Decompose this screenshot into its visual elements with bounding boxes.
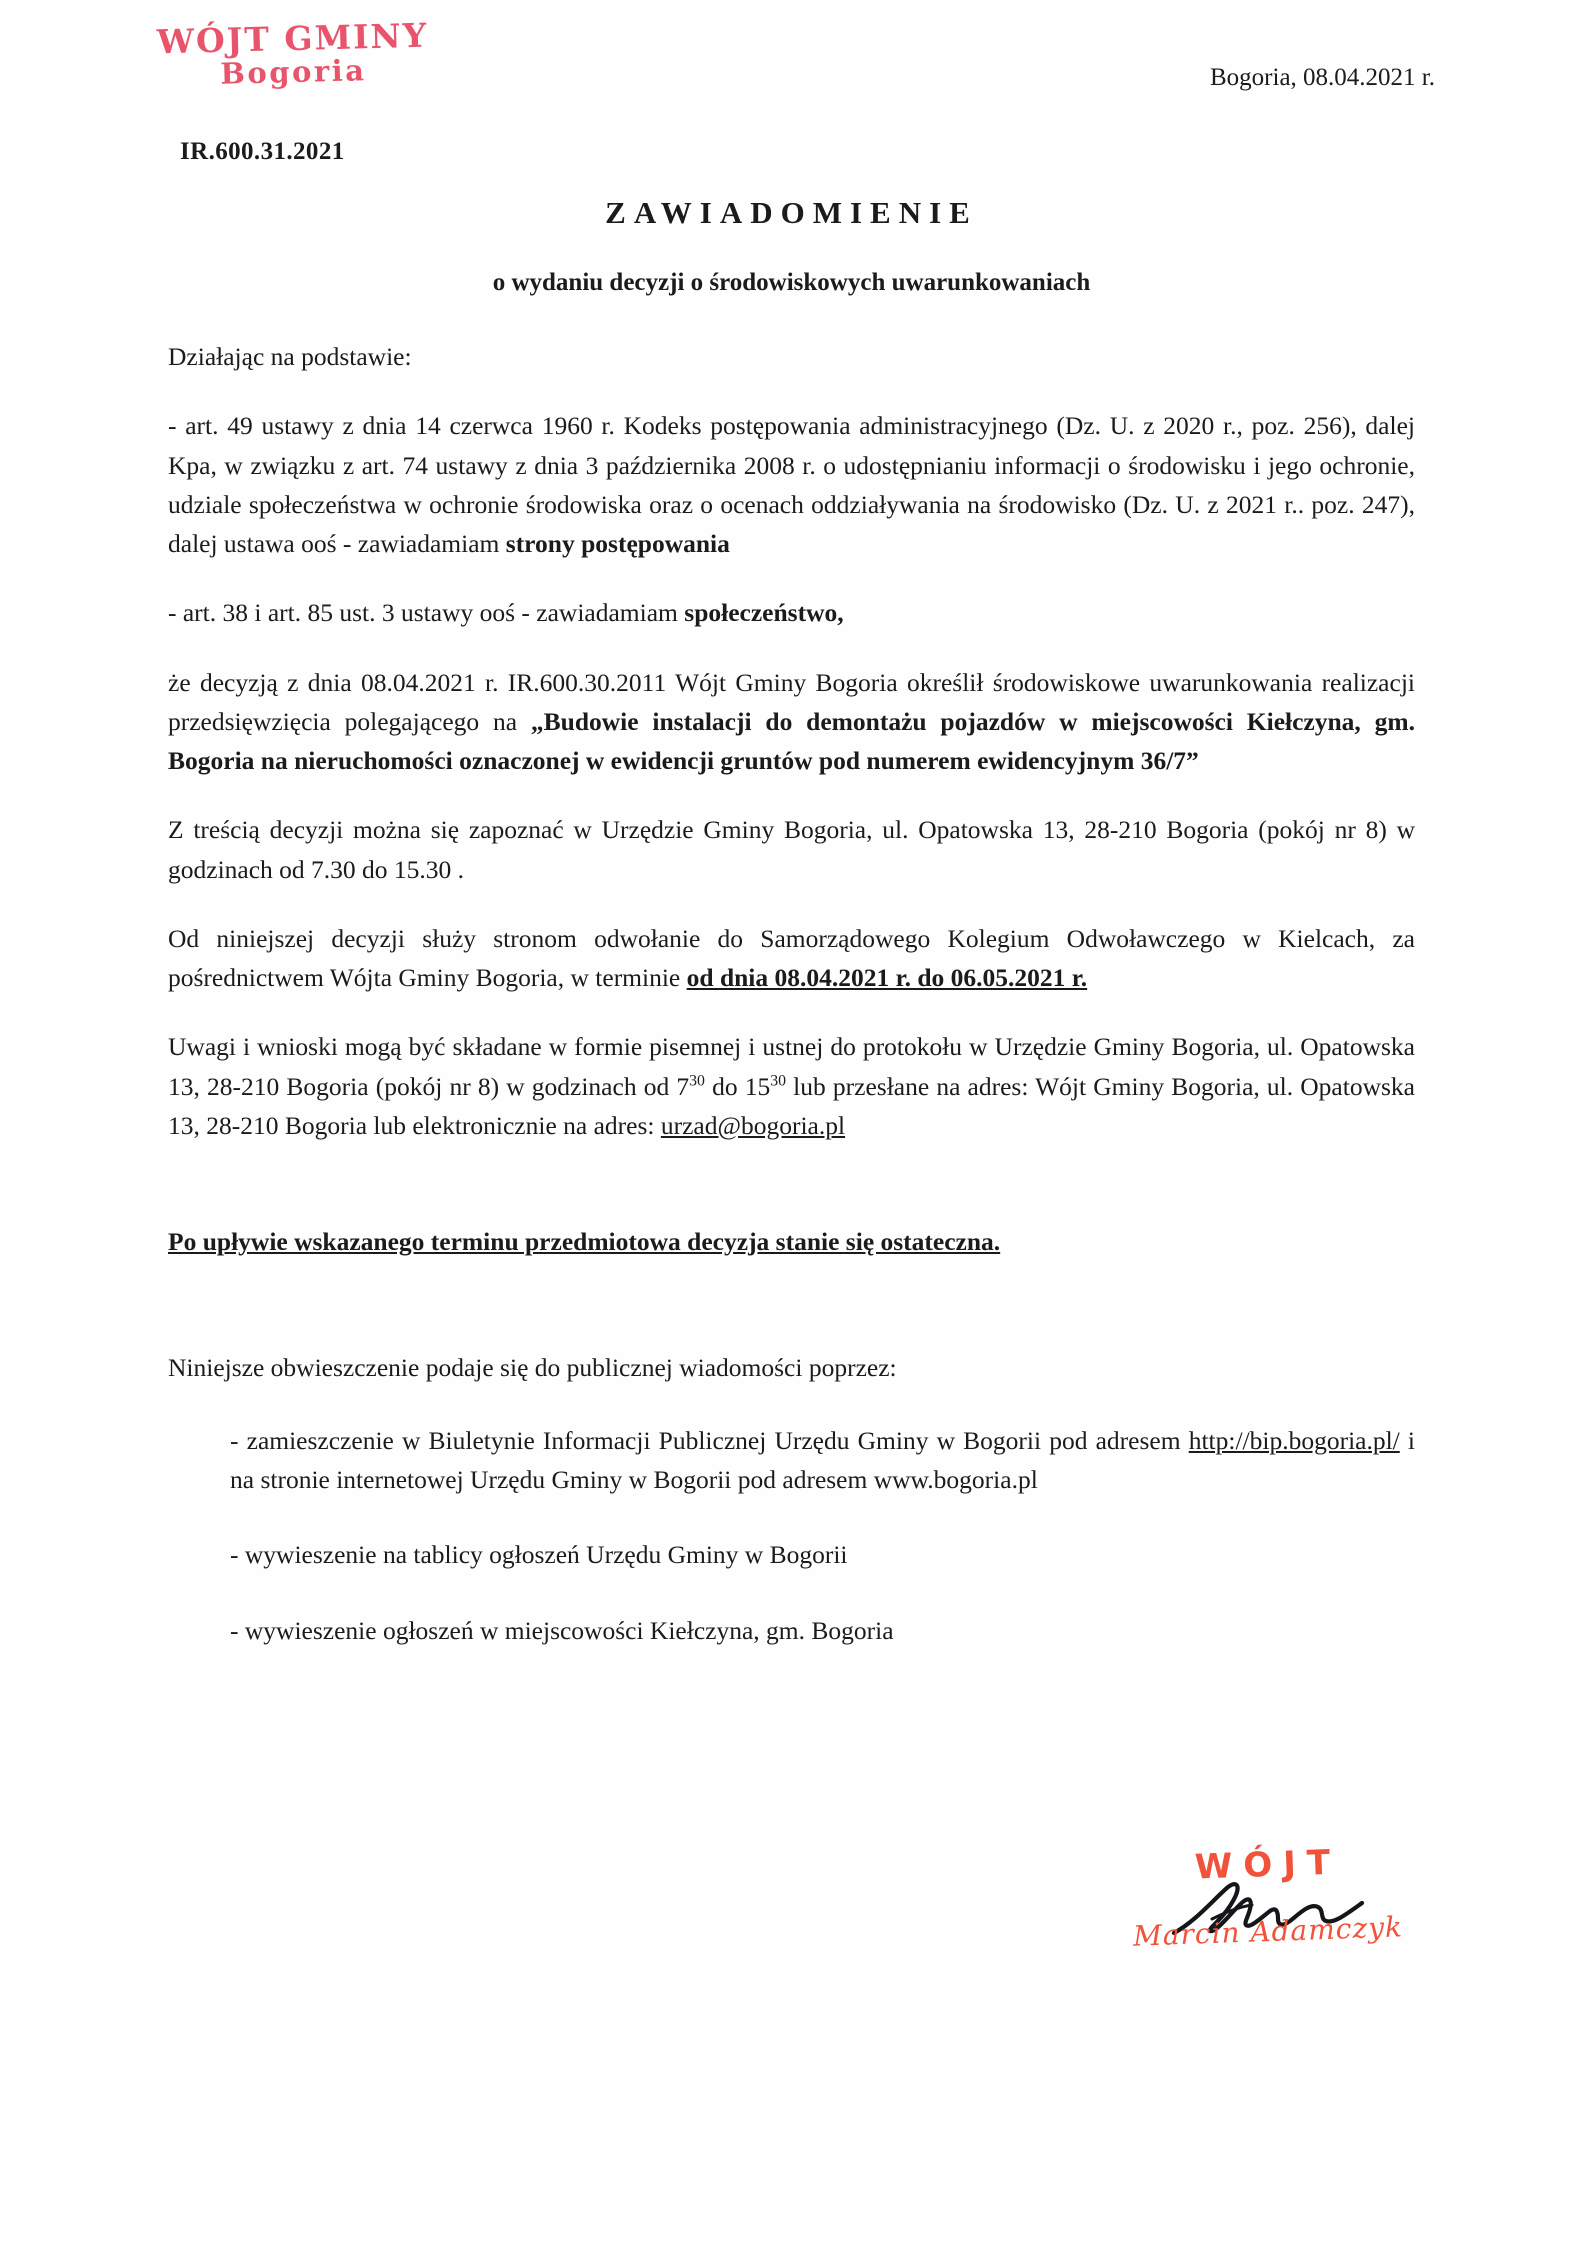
publication-intro: Niniejsze obwieszczenie podaje się do publicznej wiadomości poprzez: — [168, 1352, 897, 1382]
intro-paragraph: Działając na podstawie: — [168, 342, 412, 371]
legal-basis-1-bold: strony postępowania — [505, 529, 730, 559]
legal-basis-2-text: - art. 38 i art. 85 ust. 3 ustawy ooś - zawiadamiam — [168, 598, 685, 628]
header-stamp-line1: WÓJT GMINY — [156, 15, 429, 62]
comments-text-1: Uwagi i wnioski mogą być składane w formie pisemnej i ustnej do protokołu w Urzędzie Gminy Bogoria, ul. Opatowska 13, 28-210 Bogoria (pokój nr 8) w godzinach od 7 — [168, 1032, 1415, 1101]
publication-list — [168, 1421, 1415, 1650]
legal-basis-2-bold: społeczeństwo, — [684, 598, 844, 628]
document-body — [168, 195, 1415, 1650]
decision-text: że decyzją z dnia 08.04.2021 r. IR.600.30.2011 Wójt Gminy Bogoria określił środowiskowe uwarunkowania realizacji przedsięwzięcia polegającego na — [168, 667, 1415, 736]
final-note: Po upływie wskazanego terminu przedmiotowa decyzja stanie się ostateczna. — [168, 1227, 1001, 1257]
signature-stamp-name: Marcin Adamczyk — [1132, 1910, 1404, 1953]
office-header-stamp — [127, 15, 458, 91]
signature-stamp-title: WÓJT — [1194, 1842, 1342, 1888]
reference-number: IR.600.31.2021 — [180, 138, 345, 165]
decision-paragraph — [168, 663, 1415, 781]
comments-text-2: do 15 — [704, 1071, 771, 1101]
list-item — [230, 1421, 1415, 1500]
header-stamp-line2: Bogoria — [219, 52, 367, 91]
comments-time-superscript-2: 30 — [770, 1072, 787, 1090]
page-subtitle: o wydaniu decyzji o środowiskowych uwarunkowaniach — [492, 269, 1091, 296]
document-date: Bogoria, 08.04.2021 r. — [1210, 64, 1435, 91]
legal-basis-paragraph-2 — [168, 593, 1415, 632]
publication-item-2-text-1: - wywieszenie ogłoszeń w miejscowości Kiełczyna, gm. Bogoria — [230, 1615, 894, 1645]
page-title: ZAWIADOMIENIE — [605, 195, 978, 230]
list-item — [230, 1611, 1415, 1650]
signature-stamp — [1118, 1842, 1418, 1953]
legal-basis-paragraph-1 — [168, 406, 1415, 563]
comments-paragraph — [168, 1027, 1415, 1145]
appeal-paragraph — [168, 919, 1415, 998]
comments-text-3: lub przesłane na adres: Wójt Gminy Bogoria, ul. Opatowska 13, 28-210 Bogoria lub elektronicznie na adres: — [168, 1071, 1415, 1140]
inspection-paragraph: Z treścią decyzji można się zapoznać w Urzędzie Gminy Bogoria, ul. Opatowska 13, 28-210 Bogoria (pokój nr 8) w godzinach od 7.30 do 15.30 . — [168, 815, 1415, 884]
publication-item-0-text-2: i na stronie internetowej Urzędu Gminy w Bogorii pod adresem www.bogoria.pl — [230, 1425, 1415, 1495]
list-item — [230, 1535, 1415, 1574]
publication-item-1-text-1: - wywieszenie na tablicy ogłoszeń Urzędu Gminy w Bogorii — [230, 1540, 848, 1570]
appeal-text: Od niniejszej decyzji służy stronom odwołanie do Samorządowego Kolegium Odwoławczego w Kielcach, za pośrednictwem Wójta Gminy Bogoria, w terminie — [168, 923, 1415, 993]
handwritten-signature-icon — [1166, 1873, 1376, 1943]
bip-url-link[interactable]: http://bip.bogoria.pl/ — [1188, 1425, 1400, 1455]
publication-item-0-text-1: - zamieszczenie w Biuletynie Informacji Publicznej Urzędu Gminy w Bogorii pod adresem — [230, 1425, 1189, 1455]
decision-project-name: „Budowie instalacji do demontażu pojazdów w miejscowości Kiełczyna, gm. Bogoria na nieruchomości oznaczonej w ewidencji gruntów pod numerem ewidencyjnym 36/7” — [168, 706, 1415, 776]
legal-basis-1-text: - art. 49 ustawy z dnia 14 czerwca 1960 r. Kodeks postępowania administracyjnego (Dz. U. z 2020 r., poz. 256), dalej Kpa, w związku z art. 74 ustawy z dnia 3 października 2008 r. o udostępnianiu informacji o środowisku i jego ochronie, udziale społeczeństwa w ochronie środowiska oraz o ocenach oddziaływania na środowisko (Dz. U. z 2021 r.. poz. 247), dalej ustawa ooś - zawiadamiam — [168, 411, 1415, 559]
contact-email-link[interactable]: urzad@bogoria.pl — [660, 1110, 846, 1140]
appeal-deadline: od dnia 08.04.2021 r. do 06.05.2021 r. — [686, 963, 1088, 993]
comments-time-superscript-1: 30 — [689, 1072, 705, 1090]
